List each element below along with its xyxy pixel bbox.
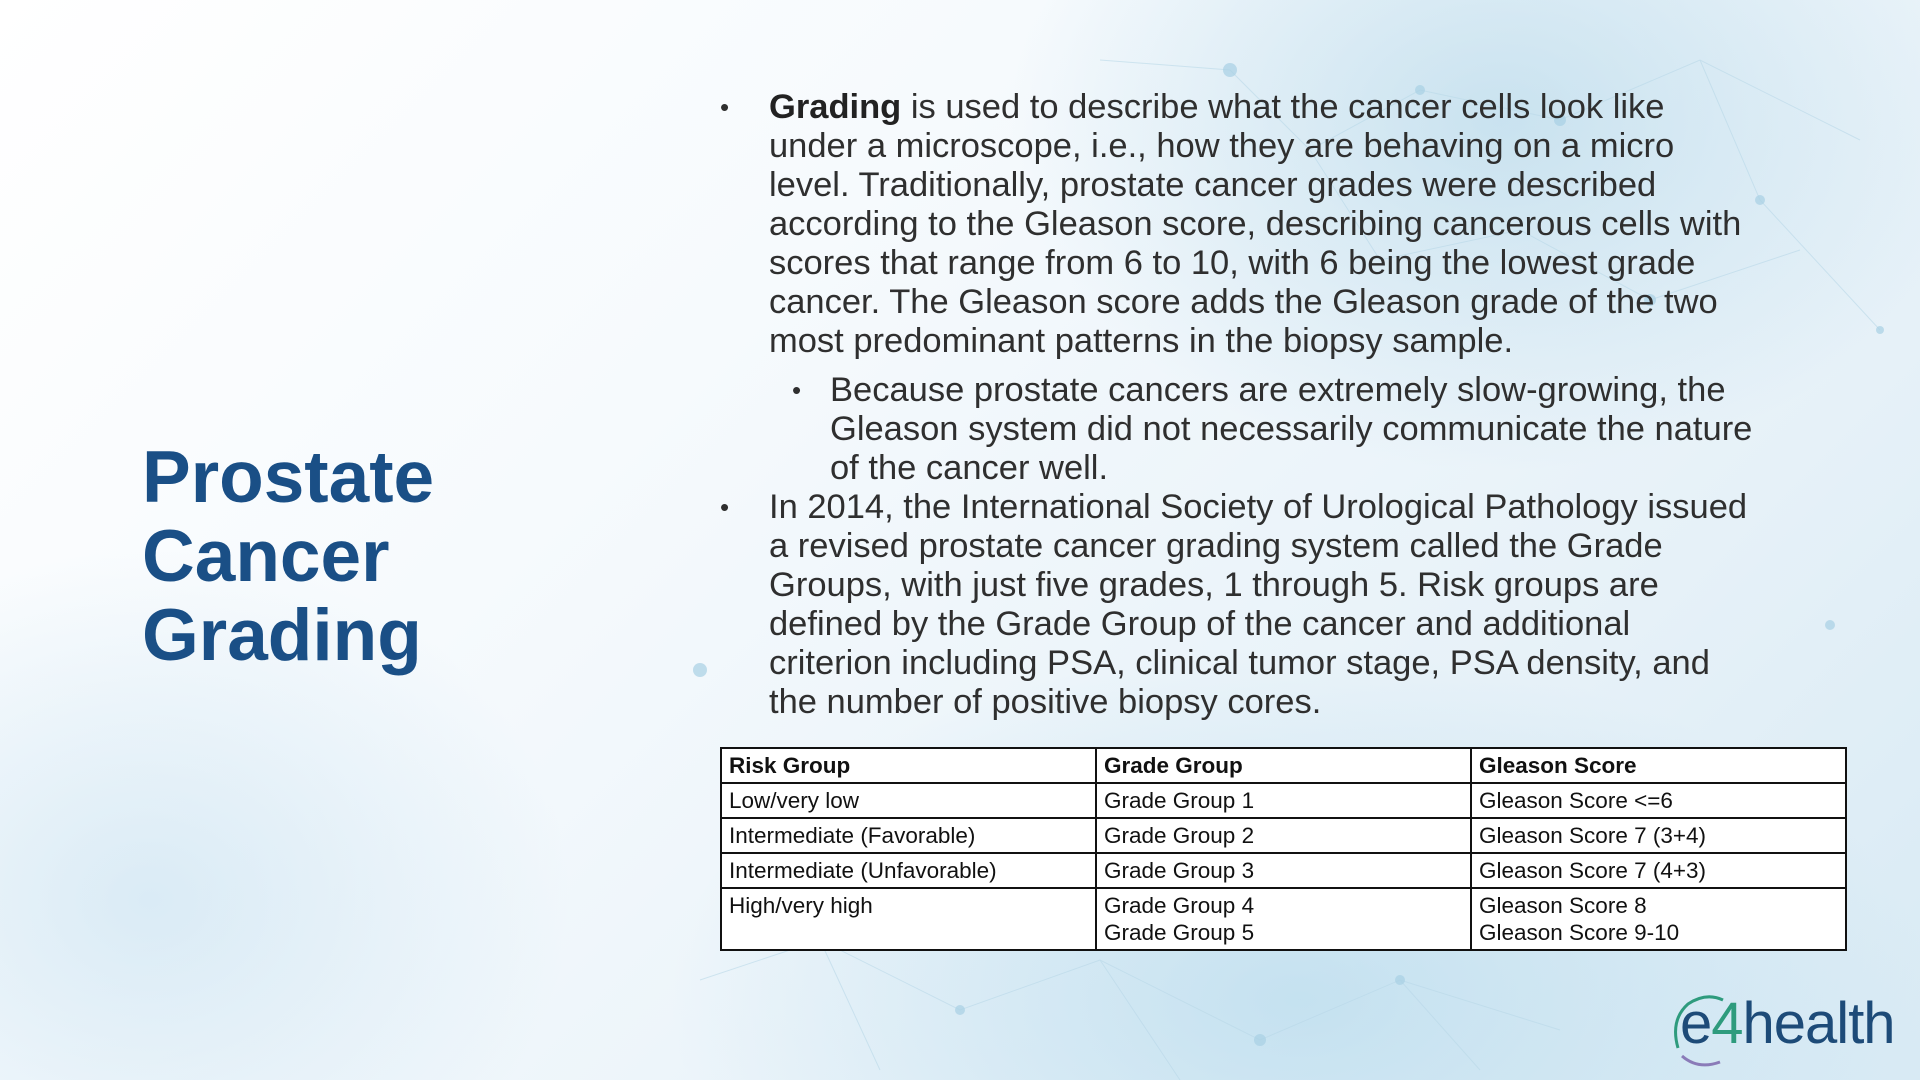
table-cell: Gleason Score 7 (3+4) [1471,818,1846,853]
table-cell: Intermediate (Unfavorable) [721,853,1096,888]
table-row [721,783,1846,818]
text-line: defined by the Grade Group of the cancer and additional [769,605,1631,643]
table-cell: Grade Group 2 [1096,818,1471,853]
table-row [721,853,1846,888]
column-header: Risk Group [721,748,1096,783]
risk-group-table [720,747,1847,951]
slide-body [720,88,1830,722]
table-cell: Gleason Score 7 (4+3) [1471,853,1846,888]
bullet-icon: • [720,92,730,122]
bullet-icon: • [792,375,802,405]
logo-text: 4 [1711,991,1743,1056]
text-line: according to the Gleason score, describing cancerous cells with [769,205,1742,243]
text-line: In 2014, the International Society of Urological Pathology issued [769,488,1748,526]
text-line: a revised prostate cancer grading system called the Grade [769,527,1663,565]
bold-term: Grading [769,88,902,126]
table-cell: Grade Group 3 [1096,853,1471,888]
text-line: Because prostate cancers are extremely slow-growing, the [830,371,1726,409]
title-line: Prostate [142,437,435,518]
table-cell: High/very high [721,888,1096,950]
logo-text: health [1742,991,1895,1056]
table-row [721,888,1846,950]
logo-text: e [1680,991,1712,1056]
sub-bullet-gleason [720,371,1830,488]
text-line: Gleason system did not necessarily communicate the nature [830,410,1753,448]
text-line: most predominant patterns in the biopsy sample. [769,322,1514,360]
bullet-grade-groups [720,488,1830,722]
text-line: Groups, with just five grades, 1 through 5. Risk groups are [769,566,1659,604]
cell-line: Gleason Score 9-10 [1479,920,1680,945]
table-row [721,818,1846,853]
bullet-grading [720,88,1830,361]
text-line: of the cancer well. [830,449,1109,487]
text-line: scores that range from 6 to 10, with 6 being the lowest grade [769,244,1696,282]
slide-title [142,438,434,675]
e4health-logo [1668,990,1898,1070]
text-line: level. Traditionally, prostate cancer grades were described [769,166,1657,204]
cell-line: Grade Group 4 [1104,893,1255,918]
title-line: Cancer [142,516,390,597]
table-cell: Intermediate (Favorable) [721,818,1096,853]
cell-line: Gleason Score 8 [1479,893,1647,918]
text-line: the number of positive biopsy cores. [769,683,1322,721]
table-cell: Gleason Score <=6 [1471,783,1846,818]
text-line: cancer. The Gleason score adds the Gleason grade of the two [769,283,1718,321]
column-header: Gleason Score [1471,748,1846,783]
column-header: Grade Group [1096,748,1471,783]
table-cell [1471,888,1846,950]
table-header-row [721,748,1846,783]
table-cell [1096,888,1471,950]
bullet-icon: • [720,492,730,522]
cell-line: Grade Group 5 [1104,920,1255,945]
title-line: Grading [142,595,422,676]
text-line: is used to describe what the cancer cells look like [901,88,1665,126]
text-line: under a microscope, i.e., how they are behaving on a micro [769,127,1675,165]
table-cell: Grade Group 1 [1096,783,1471,818]
text-line: criterion including PSA, clinical tumor stage, PSA density, and [769,644,1710,682]
table-cell: Low/very low [721,783,1096,818]
